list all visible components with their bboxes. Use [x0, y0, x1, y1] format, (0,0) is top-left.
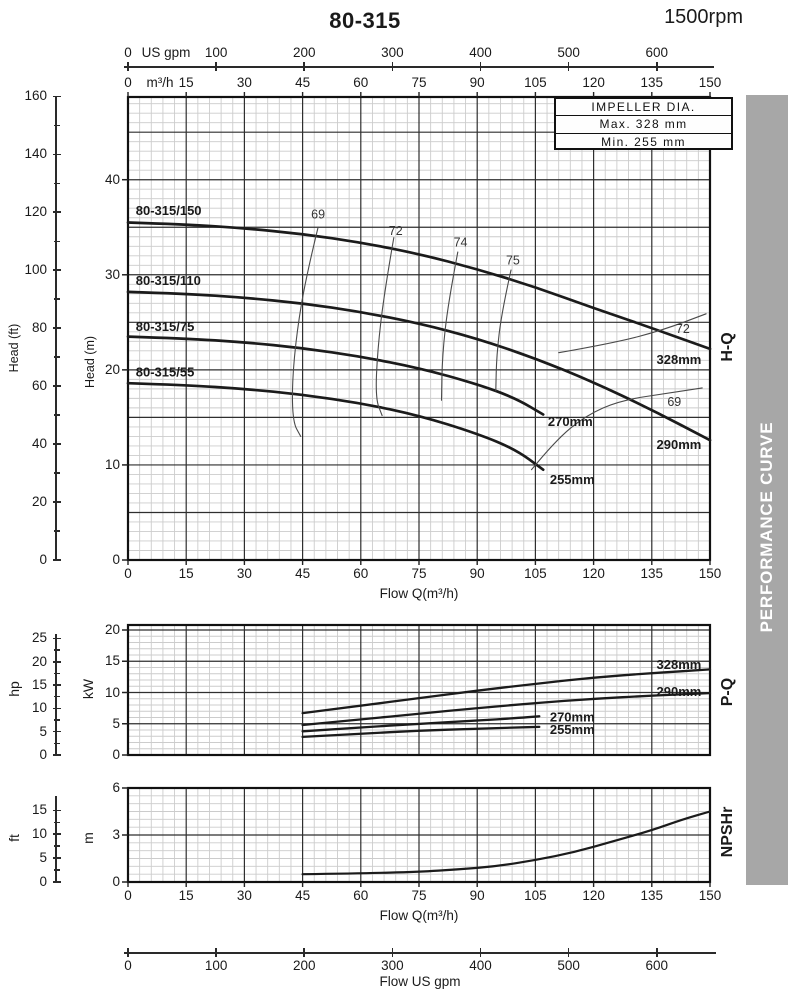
- pq-label-255mm: 255mm: [549, 722, 595, 737]
- pq-hp-tick-0: [53, 754, 61, 756]
- npshr-ft-tick-10: [53, 833, 61, 835]
- hq-ft-minortick: [54, 125, 60, 126]
- hq-xtick-135: 135: [640, 566, 664, 581]
- hq-xtick-90: 90: [469, 566, 485, 581]
- npshr-xtick-60: 60: [353, 888, 369, 903]
- pq-hp-ticklabel-15: 15: [31, 677, 47, 693]
- m3h-top-labels-label-135: 135: [640, 75, 664, 90]
- npshr-ytick-3: 3: [112, 827, 120, 842]
- npshr-chart: [128, 788, 710, 882]
- hq-ytick-20: 20: [104, 361, 120, 377]
- us-gpm-top-ruler-line: [124, 66, 714, 68]
- pq-hp-tick-5: [53, 731, 61, 733]
- us-gpm-bottom-ruler-tick-500: [568, 948, 570, 957]
- hq-label-255mm: 255mm: [549, 471, 595, 487]
- pq-hp-minortick: [54, 649, 60, 650]
- npshr-ytick-6: 6: [112, 780, 120, 795]
- hq-ft-minortick: [54, 241, 60, 242]
- us-gpm-top-ruler-label-100: 100: [204, 45, 228, 60]
- m3h-top-labels-label-15: 15: [178, 75, 194, 90]
- us-gpm-top-ruler-label-600: 600: [645, 45, 668, 60]
- pq-hp-ticklabel-20: 20: [31, 653, 47, 669]
- pq-hp-tick-20: [53, 661, 61, 663]
- hq-ft-ticklabel-80: 80: [31, 320, 47, 336]
- us-gpm-top-ruler-tick-600: [656, 62, 658, 71]
- us-gpm-bottom-ruler-label-0: 0: [124, 958, 132, 973]
- kw-axis-label: kW: [80, 678, 96, 700]
- hq-label-69: 69: [667, 394, 682, 409]
- pq-hp-ticklabel-5: 5: [39, 723, 47, 739]
- us-gpm-bottom-ruler-tick-400: [480, 948, 482, 957]
- hq-label-75: 75: [505, 253, 520, 268]
- hq-xtick-150: 150: [698, 566, 722, 581]
- hq-ytick-10: 10: [104, 456, 120, 472]
- hq-ft-tick-60: [53, 385, 61, 387]
- npshr-xtick-150: 150: [698, 888, 722, 903]
- npshr-xtick-75: 75: [411, 888, 427, 903]
- hq-ft-minortick: [54, 472, 60, 473]
- hq-side-label: H-Q: [719, 332, 736, 362]
- npshr-xtick-105: 105: [524, 888, 547, 903]
- pq-ytick-0: 0: [112, 747, 120, 762]
- us-gpm-top-ruler-tick-300: [392, 62, 394, 71]
- pq-hp-minortick: [54, 743, 60, 744]
- pq-hp-ticklabel-25: 25: [31, 630, 47, 646]
- us-gpm-top-ruler-tick-100: [215, 62, 217, 71]
- m3h-top-labels-label-120: 120: [582, 75, 605, 90]
- hq-ft-tick-80: [53, 327, 61, 329]
- m3h-top-labels-label-75: 75: [411, 75, 427, 90]
- hq-curve-eff-75-left: [496, 270, 511, 391]
- us-gpm-top-ruler-tick-200: [303, 62, 305, 71]
- hq-label-69: 69: [311, 207, 326, 222]
- pq-hp-tick-10: [53, 708, 61, 710]
- pq-ytick-10: 10: [104, 684, 120, 700]
- hq-ft-ticklabel-60: 60: [31, 378, 47, 394]
- us-gpm-bottom-ruler-tick-300: [392, 948, 394, 957]
- us-gpm-top-ruler-tick-500: [568, 62, 570, 71]
- pq-label-290mm: 290mm: [656, 683, 702, 699]
- hq-ft-tick-100: [53, 269, 61, 271]
- hq-xtick-45: 45: [295, 566, 311, 581]
- us-gpm-bottom-ruler-tick-200: [303, 948, 305, 957]
- pq-hp-ticklabel-0: 0: [39, 747, 47, 762]
- npshr-ft-minortick: [54, 869, 60, 870]
- hq-ft-tick-120: [53, 211, 61, 213]
- hq-ft-ticklabel-100: 100: [24, 262, 47, 278]
- hq-label-72: 72: [388, 223, 403, 238]
- npshr-side-label: NPSHr: [719, 806, 736, 858]
- npshr-xtick-45: 45: [295, 888, 311, 903]
- impeller-dia-box: [554, 97, 733, 150]
- page-title: 80-315: [329, 8, 401, 33]
- hp-axis-label: hp: [6, 681, 22, 697]
- npshr-ft-ticklabel-0: 0: [39, 874, 47, 889]
- us-gpm-bottom-ruler-tick-100: [215, 948, 217, 957]
- npshr-ft-ticklabel-15: 15: [31, 802, 47, 818]
- hq-ft-ticklabel-40: 40: [31, 436, 47, 452]
- us-gpm-top-ruler-tick-0: [127, 62, 129, 71]
- m3h-top-labels-label-0: 0: [124, 75, 132, 90]
- npshr-ytick-0: 0: [112, 874, 120, 889]
- hq-ft-ticklabel-120: 120: [24, 204, 47, 220]
- npshr-ft-tick-0: [53, 881, 61, 883]
- hq-xtick-30: 30: [236, 566, 252, 581]
- hq-label-80-315-75: 80-315/75: [135, 318, 195, 334]
- impeller-dia-max: Max. 328 mm: [556, 115, 731, 132]
- m3h-top-labels-label-45: 45: [295, 75, 311, 90]
- us-gpm-bottom-ruler-label-400: 400: [469, 958, 492, 973]
- hq-label-270mm: 270mm: [547, 413, 593, 429]
- hq-ft-minortick: [54, 414, 60, 415]
- us-gpm-bottom-ruler-label-100: 100: [204, 958, 228, 973]
- hq-label-80-315-55: 80-315/55: [135, 364, 195, 380]
- head-m-axis-label: Head (m): [83, 335, 97, 389]
- m3h-top-labels-label-90: 90: [469, 75, 485, 90]
- hq-label-80-315-150: 80-315/150: [135, 202, 202, 218]
- hq-ft-minortick: [54, 530, 60, 531]
- hq-xtick-0: 0: [124, 566, 132, 581]
- hq-label-290mm: 290mm: [656, 436, 702, 452]
- us-gpm-bottom-ruler-tick-600: [656, 948, 658, 957]
- hq-ft-minortick: [54, 356, 60, 357]
- m3h-top-labels-unit: m³/h: [146, 75, 174, 90]
- npshr-ft-tick-15: [53, 810, 61, 812]
- hq-ft-ticklabel-20: 20: [31, 494, 47, 510]
- npshr-xtick-15: 15: [178, 888, 194, 903]
- pq-hp-minortick: [54, 719, 60, 720]
- hq-ft-tick-160: [53, 96, 61, 98]
- hq-label-80-315-110: 80-315/110: [135, 273, 201, 289]
- pq-curve-290mm: [303, 693, 710, 725]
- us-gpm-bottom-ruler-label-500: 500: [557, 958, 580, 973]
- ft-axis-label: ft: [6, 834, 22, 842]
- pq-label-328mm: 328mm: [656, 656, 702, 672]
- hq-ytick-30: 30: [104, 266, 120, 282]
- us-gpm-bottom-ruler-line: [124, 952, 716, 954]
- hq-ft-tick-40: [53, 443, 61, 445]
- us-gpm-bottom-ruler-title: Flow US gpm: [379, 974, 461, 989]
- npshr-ft-ticklabel-10: 10: [31, 826, 47, 842]
- npshr-xtick-135: 135: [640, 888, 664, 903]
- pq-ytick-5: 5: [112, 715, 120, 731]
- hq-ft-tick-140: [53, 154, 61, 156]
- hq-xtick-15: 15: [178, 566, 194, 581]
- rpm-label: 1500rpm: [664, 6, 743, 28]
- pq-chart: [128, 625, 710, 755]
- us-gpm-top-ruler-label-500: 500: [557, 45, 580, 60]
- hq-ft-minortick: [54, 183, 60, 184]
- npshr-xtick-30: 30: [236, 888, 252, 903]
- us-gpm-top-ruler-tick-400: [480, 62, 482, 71]
- banner-label: PERFORMANCE CURVE: [757, 421, 776, 633]
- npshr-xlabel: Flow Q(m³/h): [379, 908, 459, 923]
- hq-xtick-120: 120: [582, 566, 605, 581]
- m-axis-label: m: [80, 832, 96, 844]
- hq-xtick-105: 105: [524, 566, 547, 581]
- us-gpm-top-ruler-label-200: 200: [292, 45, 316, 60]
- us-gpm-bottom-ruler-label-200: 200: [292, 958, 316, 973]
- m3h-top-labels-label-30: 30: [236, 75, 252, 90]
- head-ft-axis-label: Head (ft): [7, 323, 21, 373]
- hq-label-72: 72: [675, 321, 690, 336]
- hq-ytick-0: 0: [112, 552, 120, 567]
- us-gpm-bottom-ruler-label-300: 300: [381, 958, 404, 973]
- impeller-dia-title: IMPELLER DIA.: [591, 100, 696, 114]
- hq-ft-tick-0: [53, 559, 61, 561]
- npshr-xtick-120: 120: [582, 888, 605, 903]
- pq-side-label: P-Q: [719, 677, 736, 707]
- hq-ft-ticklabel-140: 140: [24, 146, 47, 162]
- npshr-ft-minortick: [54, 822, 60, 823]
- npshr-ft-minortick: [54, 845, 60, 846]
- m3h-top-labels-label-150: 150: [698, 75, 722, 90]
- hq-xtick-75: 75: [411, 566, 427, 581]
- us-gpm-top-ruler-unit: US gpm: [141, 45, 191, 60]
- hq-ft-minortick: [54, 298, 60, 299]
- hq-ft-tick-20: [53, 501, 61, 503]
- hq-chart: [128, 97, 710, 560]
- pq-hp-ticklabel-10: 10: [31, 700, 47, 716]
- hq-xtick-60: 60: [353, 566, 369, 581]
- pq-ytick-15: 15: [104, 653, 120, 669]
- pq-ytick-20: 20: [104, 622, 120, 637]
- pq-label-270mm: 270mm: [549, 709, 595, 725]
- npshr-xtick-0: 0: [124, 888, 132, 903]
- npshr-ft-tick-5: [53, 857, 61, 859]
- pq-hp-tick-15: [53, 684, 61, 686]
- us-gpm-bottom-ruler-label-600: 600: [645, 958, 668, 973]
- hq-xlabel: Flow Q(m³/h): [379, 586, 459, 601]
- npshr-ft-ticklabel-5: 5: [39, 850, 47, 866]
- hq-label-74: 74: [453, 235, 468, 250]
- us-gpm-bottom-ruler-tick-0: [127, 948, 129, 957]
- m3h-top-labels-label-60: 60: [353, 75, 369, 90]
- impeller-dia-min: Min. 255 mm: [556, 133, 731, 150]
- hq-ft-ticklabel-0: 0: [39, 552, 47, 567]
- hq-label-328mm: 328mm: [656, 352, 702, 368]
- pq-hp-axis-line: [55, 634, 57, 756]
- hq-ytick-40: 40: [104, 171, 120, 187]
- pq-hp-tick-25: [53, 638, 61, 640]
- us-gpm-top-ruler-label-0: 0: [124, 45, 132, 60]
- us-gpm-top-ruler-label-300: 300: [381, 45, 404, 60]
- hq-ft-ticklabel-160: 160: [24, 88, 47, 104]
- pq-hp-minortick: [54, 673, 60, 674]
- pq-hp-minortick: [54, 696, 60, 697]
- us-gpm-top-ruler-label-400: 400: [469, 45, 492, 60]
- npshr-xtick-90: 90: [469, 888, 485, 903]
- m3h-top-labels-label-105: 105: [524, 75, 547, 90]
